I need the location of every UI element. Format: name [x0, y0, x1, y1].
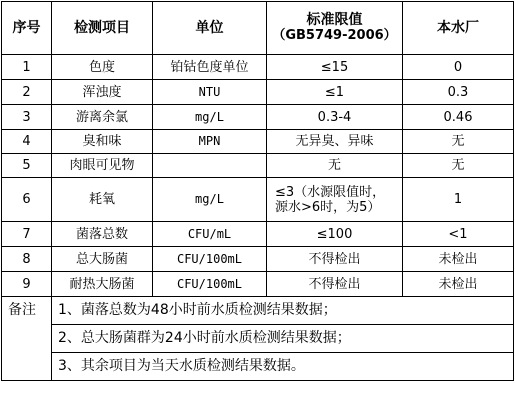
row-no: 2 [2, 80, 52, 105]
notes-row [2, 325, 514, 353]
row-limit: 不得检出 [267, 272, 403, 297]
row-limit: ≤100 [267, 222, 403, 247]
water-quality-table [1, 1, 514, 381]
row-limit [267, 178, 403, 222]
row-unit: 铂钴色度单位 [153, 55, 267, 80]
row-value: 0.3 [403, 80, 514, 105]
row-limit: 无 [267, 154, 403, 178]
notes-label: 备注 [2, 297, 52, 381]
row-value: 0 [403, 55, 514, 80]
row-item: 臭和味 [52, 130, 153, 154]
header-item: 检测项目 [52, 2, 153, 55]
header-plant: 本水厂 [403, 2, 514, 55]
table-row [2, 80, 514, 105]
row-unit: NTU [153, 80, 267, 105]
row-unit: mg/L [153, 178, 267, 222]
table-row [2, 154, 514, 178]
row-limit: 无异臭、异味 [267, 130, 403, 154]
row-item: 耐热大肠菌 [52, 272, 153, 297]
note-line: 2、总大肠菌群为24小时前水质检测结果数据； [52, 325, 514, 353]
row-item: 浑浊度 [52, 80, 153, 105]
header-no: 序号 [2, 2, 52, 55]
row-value: <1 [403, 222, 514, 247]
header-standard-title: 标准限值 [306, 12, 363, 28]
row-limit-line: 源水>6时，为5） [275, 199, 381, 215]
row-item: 肉眼可见物 [52, 154, 153, 178]
row-limit: 0.3-4 [267, 105, 403, 130]
table-row [2, 55, 514, 80]
row-unit: mg/L [153, 105, 267, 130]
header-row [2, 2, 514, 55]
row-value: 无 [403, 154, 514, 178]
note-line: 3、其余项目为当天水质检测结果数据。 [52, 353, 514, 381]
row-no: 8 [2, 247, 52, 272]
header-standard [267, 2, 403, 55]
table-row [2, 105, 514, 130]
row-item: 色度 [52, 55, 153, 80]
row-value: 0.46 [403, 105, 514, 130]
row-item: 耗氧 [52, 178, 153, 222]
row-no: 6 [2, 178, 52, 222]
notes-row [2, 353, 514, 381]
row-no: 4 [2, 130, 52, 154]
row-unit: CFU/100mL [153, 247, 267, 272]
row-no: 9 [2, 272, 52, 297]
row-value: 未检出 [403, 247, 514, 272]
row-limit: 不得检出 [267, 247, 403, 272]
table-row [2, 222, 514, 247]
row-no: 7 [2, 222, 52, 247]
row-limit-line: ≤3（水源限值时， [275, 184, 386, 200]
note-line: 1、菌落总数为48小时前水质检测结果数据； [52, 297, 514, 325]
row-unit [153, 154, 267, 178]
table-row [2, 247, 514, 272]
row-value: 无 [403, 130, 514, 154]
row-item: 总大肠菌 [52, 247, 153, 272]
row-item: 菌落总数 [52, 222, 153, 247]
row-value: 1 [403, 178, 514, 222]
row-unit: MPN [153, 130, 267, 154]
row-no: 1 [2, 55, 52, 80]
table-row [2, 178, 514, 222]
row-no: 5 [2, 154, 52, 178]
row-unit: CFU/100mL [153, 272, 267, 297]
row-value: 未检出 [403, 272, 514, 297]
row-limit: ≤15 [267, 55, 403, 80]
header-standard-code: （GB5749-2006） [272, 28, 397, 43]
notes-row [2, 297, 514, 325]
table-row [2, 272, 514, 297]
row-item: 游离余氯 [52, 105, 153, 130]
row-limit: ≤1 [267, 80, 403, 105]
header-unit: 单位 [153, 2, 267, 55]
row-unit: CFU/mL [153, 222, 267, 247]
table-row [2, 130, 514, 154]
row-no: 3 [2, 105, 52, 130]
